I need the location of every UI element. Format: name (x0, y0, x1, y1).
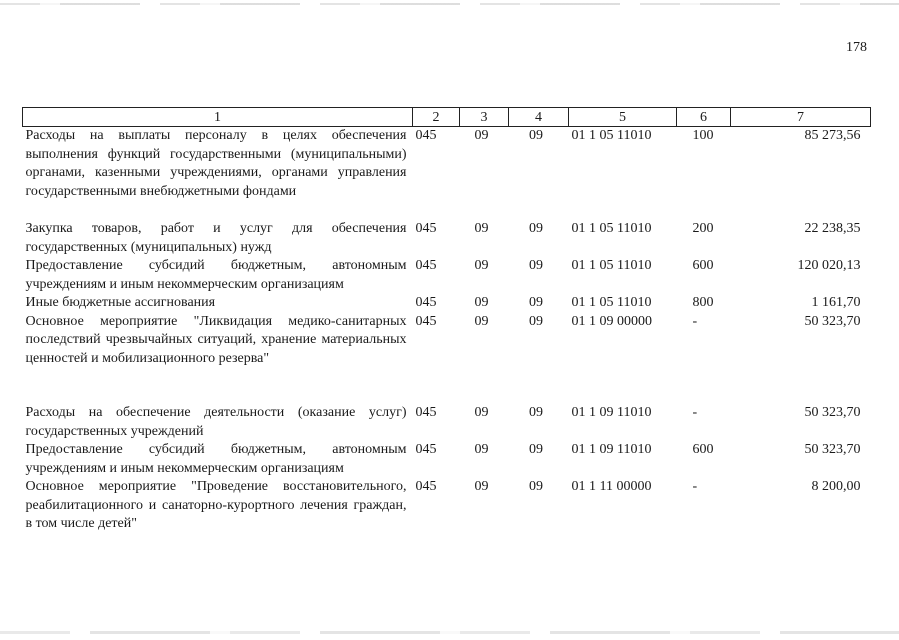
column-header: 6 (677, 108, 731, 127)
row-target-article: 01 1 05 11010 (571, 128, 652, 143)
row-description: Закупка товаров, работ и услуг для обеспечения государственных (муниципальных) нужд (25, 221, 407, 255)
page-number: 178 (846, 40, 867, 55)
row-section: 09 (474, 479, 489, 494)
row-expense-type: 600 (692, 442, 714, 457)
column-header: 5 (569, 108, 677, 127)
header-row (23, 108, 871, 127)
row-expense-type: 100 (692, 128, 714, 143)
row-expense-type: 200 (692, 221, 714, 236)
row-subsection: 09 (529, 221, 543, 236)
row-section: 09 (474, 405, 489, 420)
row-expense-type: - (692, 405, 698, 420)
row-expense-type: 600 (692, 258, 714, 273)
row-subsection: 09 (529, 295, 543, 310)
row-section: 09 (474, 221, 489, 236)
row-section: 09 (474, 295, 489, 310)
row-target-article: 01 1 09 00000 (571, 313, 652, 329)
row-section: 09 (474, 128, 489, 143)
row-subsection: 09 (529, 313, 543, 329)
table-row (23, 478, 871, 534)
row-description: Основное мероприятие "Проведение восстановительного, реабилитационного и санаторно-курортного лечения граждан, в том числе детей" (25, 479, 407, 531)
table-row (23, 404, 871, 441)
column-header: 2 (413, 108, 460, 127)
row-target-article: 01 1 05 11010 (571, 295, 652, 310)
row-target-article: 01 1 09 11010 (571, 442, 652, 457)
row-section: 09 (474, 442, 489, 457)
budget-table (22, 107, 871, 534)
row-amount: 85 273,56 (804, 128, 861, 143)
row-subsection: 09 (529, 479, 543, 494)
row-admin-code: 045 (415, 221, 437, 236)
scan-edge-top (0, 3, 899, 5)
row-description: Предоставление субсидий бюджетным, автономным учреждениям и иным некоммерческим организациям (25, 258, 407, 292)
row-admin-code: 045 (415, 313, 437, 329)
row-target-article: 01 1 09 11010 (571, 405, 652, 420)
table-row (23, 441, 871, 478)
row-amount: 120 020,13 (797, 258, 861, 273)
column-header: 1 (23, 108, 413, 127)
row-amount: 50 323,70 (804, 405, 861, 420)
row-description: Иные бюджетные ассигнования (25, 295, 216, 310)
row-admin-code: 045 (415, 405, 437, 420)
row-subsection: 09 (529, 442, 543, 457)
column-header: 3 (460, 108, 509, 127)
table-row (23, 220, 871, 257)
row-expense-type: 800 (692, 295, 714, 310)
column-header: 7 (731, 108, 871, 127)
row-admin-code: 045 (415, 295, 437, 310)
row-description: Расходы на обеспечение деятельности (оказание услуг) государственных учреждений (25, 405, 407, 439)
table-row (23, 127, 871, 221)
row-subsection: 09 (529, 128, 543, 143)
row-section: 09 (474, 258, 489, 273)
row-target-article: 01 1 05 11010 (571, 221, 652, 236)
table-row (23, 294, 871, 313)
row-description: Предоставление субсидий бюджетным, автономным учреждениям и иным некоммерческим организациям (25, 442, 407, 476)
row-admin-code: 045 (415, 442, 437, 457)
row-subsection: 09 (529, 258, 543, 273)
scan-edge-bottom (0, 631, 899, 634)
row-section: 09 (474, 313, 489, 329)
column-header: 4 (509, 108, 569, 127)
row-amount: 22 238,35 (804, 221, 861, 236)
row-admin-code: 045 (415, 258, 437, 273)
row-target-article: 01 1 11 00000 (571, 479, 652, 494)
row-amount: 8 200,00 (811, 479, 861, 494)
row-amount: 1 161,70 (811, 295, 861, 310)
row-subsection: 09 (529, 405, 543, 420)
table-row (23, 257, 871, 294)
row-admin-code: 045 (415, 128, 437, 143)
row-target-article: 01 1 05 11010 (571, 258, 652, 273)
row-description: Расходы на выплаты персоналу в целях обеспечения выполнения функций государственными (муниципальными) органами, казенными учреждениями, органами управления государственными внебюджетными фондами (25, 128, 407, 199)
table-row (23, 313, 871, 405)
row-admin-code: 045 (415, 479, 437, 494)
row-expense-type: - (692, 313, 698, 329)
row-amount: 50 323,70 (804, 442, 861, 457)
row-expense-type: - (692, 479, 698, 494)
row-amount: 50 323,70 (804, 313, 861, 329)
row-description: Основное мероприятие "Ликвидация медико-санитарных последствий чрезвычайных ситуаций, хранение материальных ценностей и мобилизационного резерва" (25, 313, 407, 366)
